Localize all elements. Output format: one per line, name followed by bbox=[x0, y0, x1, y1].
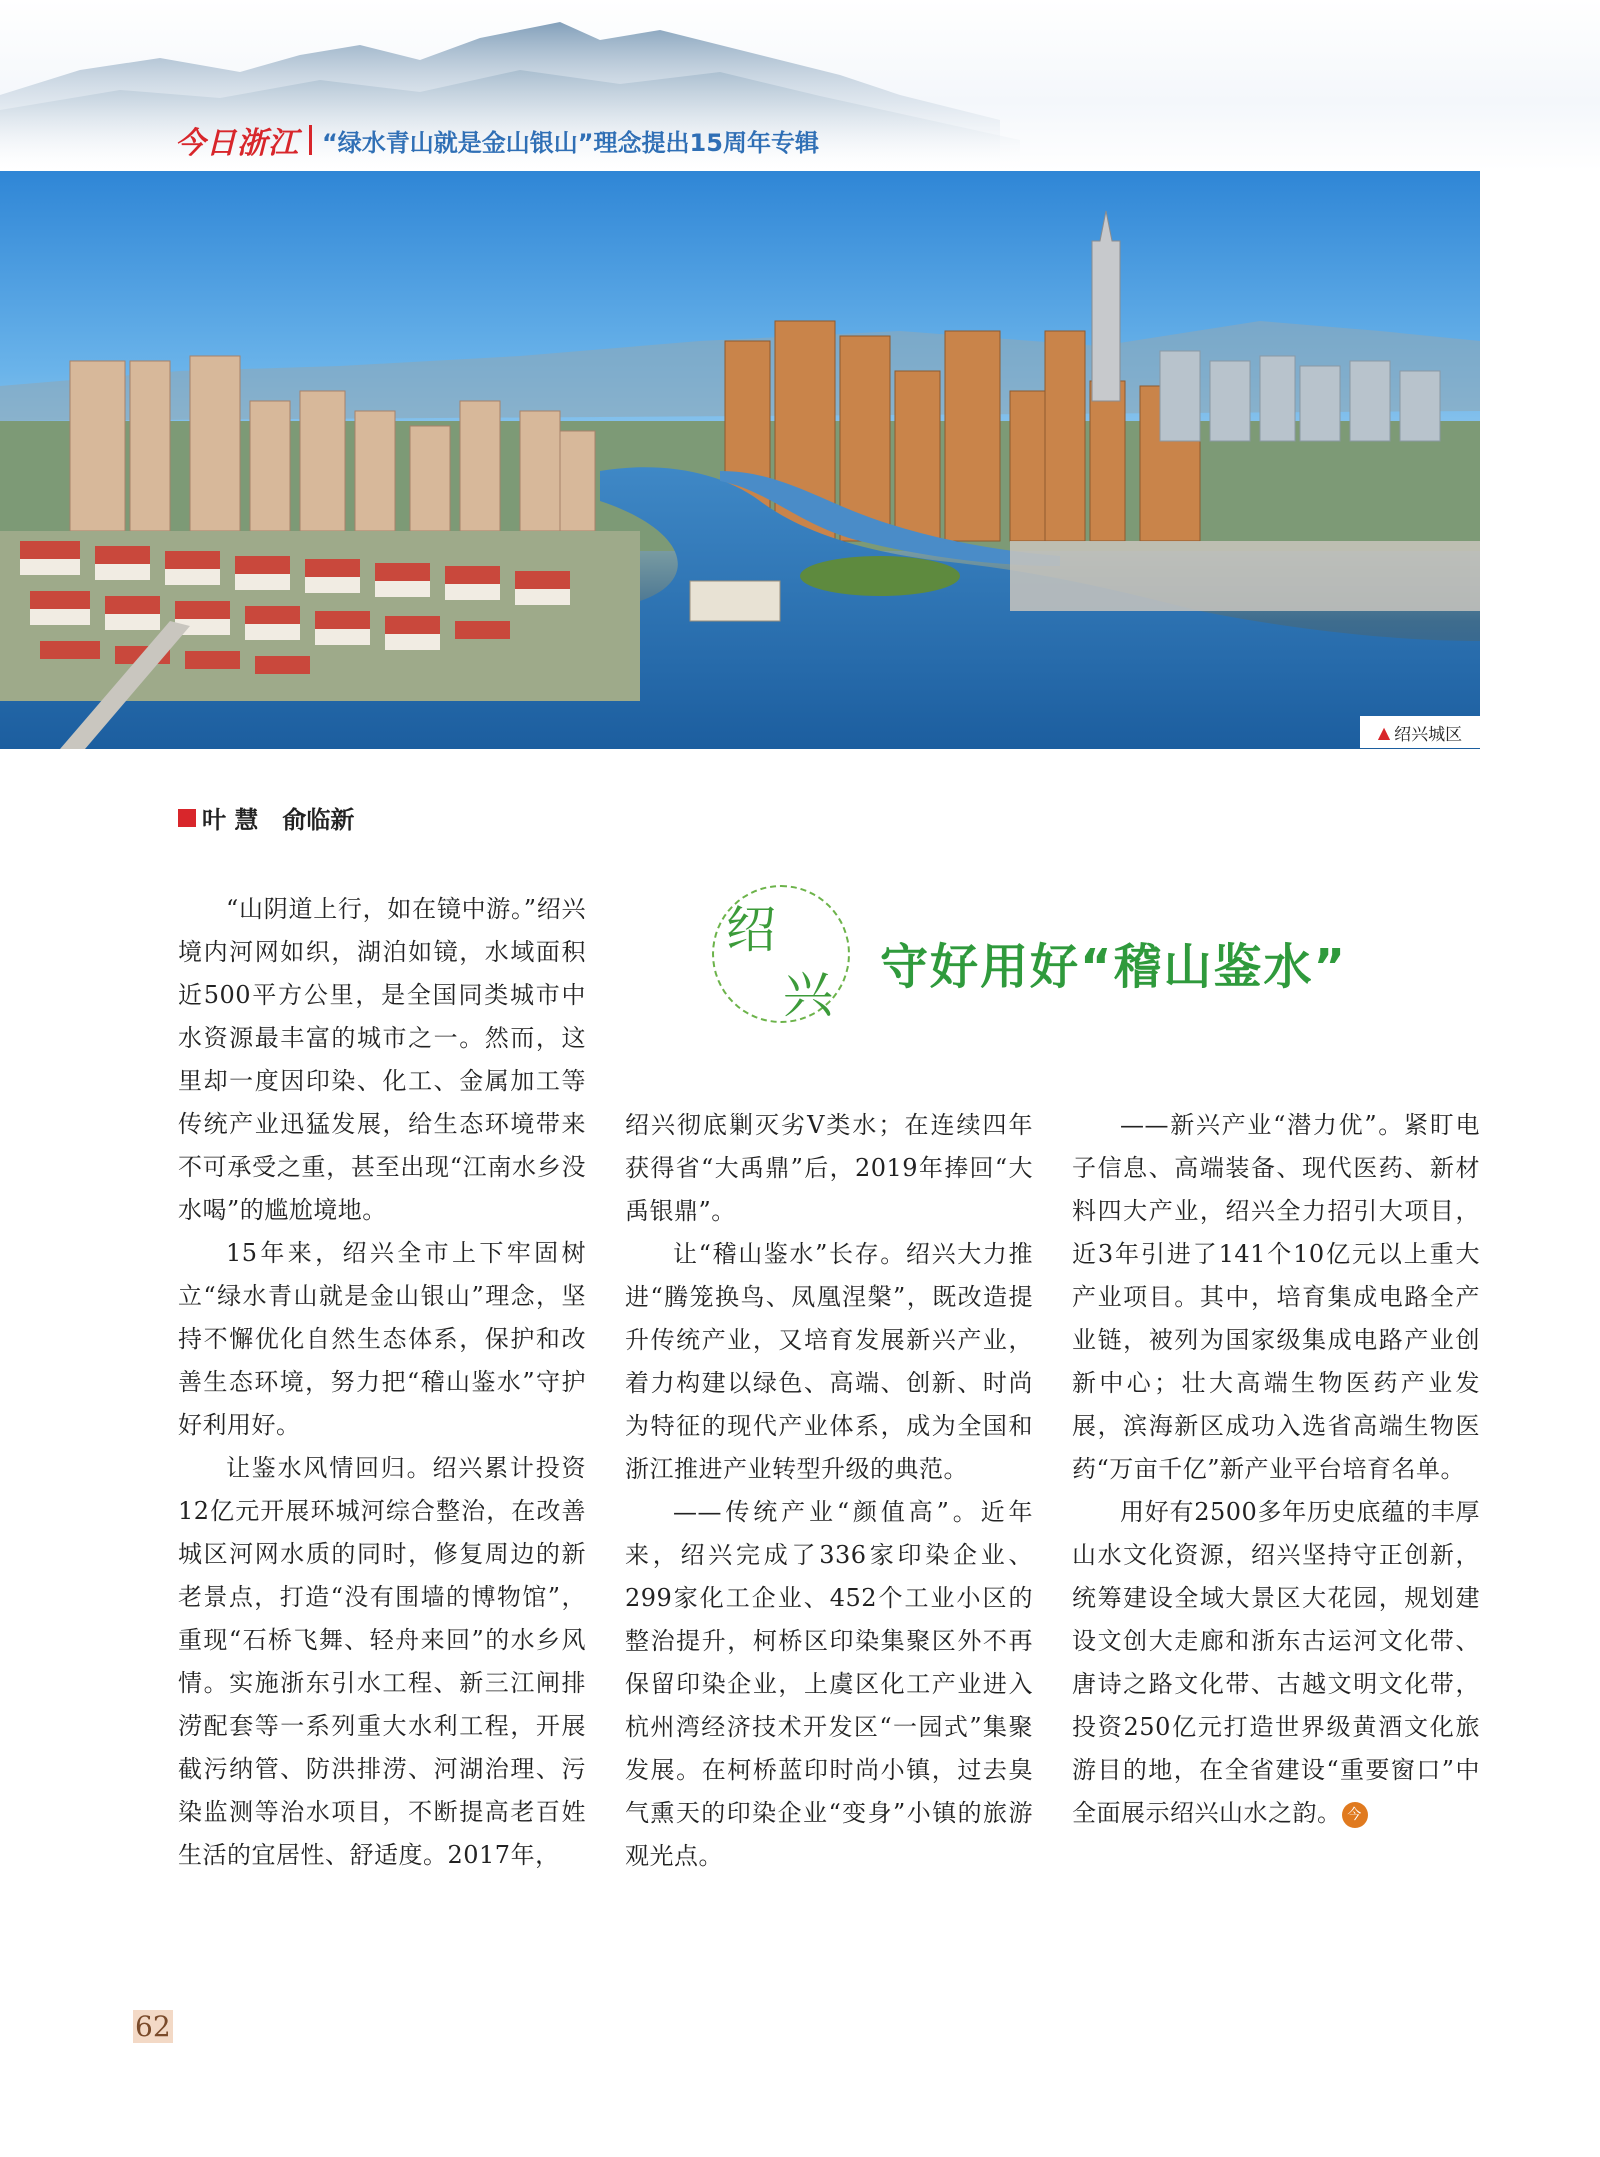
masthead-divider bbox=[309, 125, 312, 155]
text-column-2 bbox=[625, 1104, 1033, 1878]
paragraph: ——传统产业“颜值高”。近年来，绍兴完成了336家印染企业、299家化工企业、452个工业小区的整治提升，柯桥区印染集聚区外不再保留印染企业，上虞区化工产业进入杭州湾经济技术开发区“一园式”集聚发展。在柯桥蓝印时尚小镇，过去臭气熏天的印染企业“变身”小镇的旅游观光点。 bbox=[625, 1498, 1033, 1870]
city-aerial-illustration bbox=[0, 171, 1480, 749]
paragraph: “山阴道上行，如在镜中游。”绍兴境内河网如织，湖泊如镜，水域面积近500平方公里，是全国同类城市中水资源最丰富的城市之一。然而，这里却一度因印染、化工、金属加工等传统产业迅猛发展，给生态环境带来不可承受之重，甚至出现“江南水乡没水喝”的尴尬境地。 bbox=[178, 895, 586, 1224]
text-column-3 bbox=[1072, 1104, 1480, 1835]
paragraph: 绍兴彻底剿灭劣Ⅴ类水；在连续四年获得省“大禹鼎”后，2019年捧回“大禹银鼎”。 bbox=[625, 1111, 1033, 1225]
paragraph: 让鉴水风情回归。绍兴累计投资12亿元开展环城河综合整治，在改善城区河网水质的同时，修复周边的新老景点，打造“没有围墙的博物馆”，重现“石桥飞舞、轻舟来回”的水乡风情。实施浙东引水工程、新三江闸排涝配套等一系列重大水利工程，开展截污纳管、防洪排涝、河湖治理、污染监测等治水项目，不断提高老百姓生活的宜居性、舒适度。2017年， bbox=[178, 1454, 586, 1869]
title-char-2: 兴 bbox=[783, 966, 833, 1024]
text-column-1 bbox=[178, 888, 586, 1877]
issue-title: “绿水青山就是金山银山”理念提出15周年专辑 bbox=[322, 128, 819, 157]
caption-text: 绍兴城区 bbox=[1394, 724, 1463, 745]
magazine-logo: 今日浙江 bbox=[175, 126, 299, 161]
authors: 叶 慧 俞临新 bbox=[202, 806, 355, 834]
caption-triangle-icon: ▲ bbox=[1377, 722, 1391, 742]
page-number: 62 bbox=[135, 2010, 171, 2043]
paragraph: ——新兴产业“潜力优”。紧盯电子信息、高端装备、现代医药、新材料四大产业，绍兴全力招引大项目，近3年引进了141个10亿元以上重大产业项目。其中，培育集成电路全产业链，被列为国家级集成电路产业创新中心；壮大高端生物医药产业发展，滨海新区成功入选省高端生物医药“万亩千亿”新产业平台培育名单。 bbox=[1072, 1111, 1480, 1483]
byline bbox=[178, 800, 354, 835]
article-title: 守好用好“稽山鉴水” bbox=[880, 939, 1348, 995]
paragraph: 15年来，绍兴全市上下牢固树立“绿水青山就是金山银山”理念，坚持不懈优化自然生态体系，保护和改善生态环境，努力把“稽山鉴水”守护好利用好。 bbox=[178, 1239, 586, 1439]
paragraph-last bbox=[1072, 1491, 1480, 1835]
hero-photo bbox=[0, 171, 1480, 749]
masthead bbox=[175, 120, 819, 160]
byline-marker-icon bbox=[178, 809, 196, 827]
paragraph: 让“稽山鉴水”长存。绍兴大力推进“腾笼换鸟、凤凰涅槃”，既改造提升传统产业，又培育发展新兴产业，着力构建以绿色、高端、创新、时尚为特征的现代产业体系，成为全国和浙江推进产业转型升级的典范。 bbox=[625, 1240, 1033, 1483]
end-mark-icon: 今 bbox=[1342, 1802, 1368, 1828]
title-char-1: 绍 bbox=[726, 901, 776, 959]
photo-caption bbox=[1360, 716, 1480, 748]
paragraph-text: 用好有2500多年历史底蕴的丰厚山水文化资源，绍兴坚持守正创新，统筹建设全域大景区大花园，规划建设文创大走廊和浙东古运河文化带、唐诗之路文化带、古越文明文化带，投资250亿元打造世界级黄酒文化旅游目的地，在全省建设“重要窗口”中全面展示绍兴山水之韵。 bbox=[1072, 1498, 1480, 1827]
